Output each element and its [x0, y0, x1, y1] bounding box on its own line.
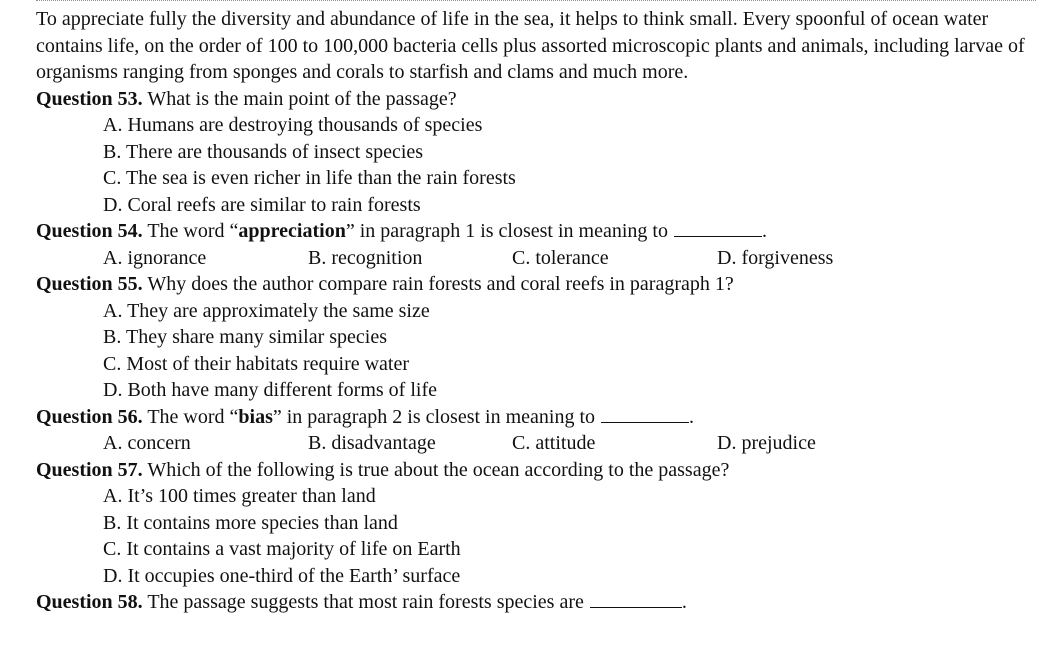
question-57-option-a: A. It’s 100 times greater than land: [103, 485, 376, 507]
question-57-option-b: B. It contains more species than land: [103, 511, 398, 534]
question-54-text-after: ” in paragraph 1 is closest in meaning to: [345, 220, 668, 242]
question-56-option-a: A. concern: [103, 432, 191, 454]
question-57-label: Question 57.: [36, 458, 143, 481]
question-56-end: .: [689, 405, 695, 428]
document-page: [36, 6, 1046, 616]
question-54-text-before: The word “: [147, 220, 239, 242]
question-56: [36, 404, 1046, 431]
question-54-option-b: B. recognition: [308, 246, 423, 269]
question-54-end: .: [761, 220, 767, 242]
question-58-blank: [590, 589, 682, 608]
question-56-option-b: B. disadvantage: [308, 432, 436, 454]
question-55-option-c: C. Most of their habitats require water: [103, 352, 410, 375]
question-55-option-a: A. They are approximately the same size: [103, 299, 430, 322]
question-57: [36, 457, 1046, 484]
question-58-text: The passage suggests that most rain forests species are: [147, 591, 584, 613]
question-56-option-c: C. attitude: [512, 432, 596, 454]
question-54: [36, 218, 1046, 245]
question-54-blank: [674, 218, 762, 237]
question-53-option-c: C. The sea is even richer in life than the rain forests: [103, 167, 516, 189]
question-58-label: Question 58.: [36, 591, 143, 613]
cropped-line-remnant: [36, 0, 1036, 3]
question-55-option-d: D. Both have many different forms of life: [103, 379, 437, 401]
question-57-text: Which of the following is true about the ocean according to the passage?: [147, 458, 730, 481]
question-56-options: [36, 430, 1046, 457]
question-57-option-c: C. It contains a vast majority of life on Earth: [103, 538, 461, 560]
question-53-option-d: D. Coral reefs are similar to rain forests: [103, 193, 421, 216]
question-54-label: Question 54.: [36, 220, 143, 242]
question-53-text: What is the main point of the passage?: [147, 87, 457, 110]
question-55-options: [36, 298, 1046, 404]
question-54-options: [36, 245, 1046, 272]
question-56-text-before: The word “: [147, 405, 239, 428]
question-56-option-d: D. prejudice: [717, 432, 816, 454]
question-54-option-a: A. ignorance: [103, 246, 207, 269]
question-56-blank: [601, 404, 689, 423]
question-55: [36, 271, 1046, 298]
question-55-text: Why does the author compare rain forests and coral reefs in paragraph 1?: [147, 273, 734, 295]
question-54-keyword: appreciation: [238, 220, 346, 242]
question-53-option-b: B. There are thousands of insect species: [103, 140, 424, 163]
question-53-options: [36, 112, 1046, 218]
question-53: [36, 86, 1046, 113]
question-54-option-d: D. forgiveness: [717, 246, 834, 269]
question-58: [36, 589, 1046, 616]
question-53-option-a: A. Humans are destroying thousands of species: [103, 114, 483, 136]
question-54-option-c: C. tolerance: [512, 246, 609, 269]
question-58-end: .: [681, 591, 687, 613]
question-53-label: Question 53.: [36, 87, 143, 110]
passage-paragraph: To appreciate fully the diversity and abundance of life in the sea, it helps to think small. Every spoonful of ocean water contains life, on the order of 100 to 100,000 bacteria cells plus assorted microscopic plants and animals, including larvae of organisms ranging from sponges and corals to starfish and clams and much more.: [36, 8, 1025, 83]
question-57-options: [36, 483, 1046, 589]
question-56-text-after: ” in paragraph 2 is closest in meaning to: [272, 405, 596, 428]
question-55-label: Question 55.: [36, 273, 143, 295]
question-56-label: Question 56.: [36, 405, 143, 428]
question-56-keyword: bias: [238, 405, 273, 428]
question-57-option-d: D. It occupies one-third of the Earth’ surface: [103, 564, 461, 587]
question-55-option-b: B. They share many similar species: [103, 326, 388, 348]
